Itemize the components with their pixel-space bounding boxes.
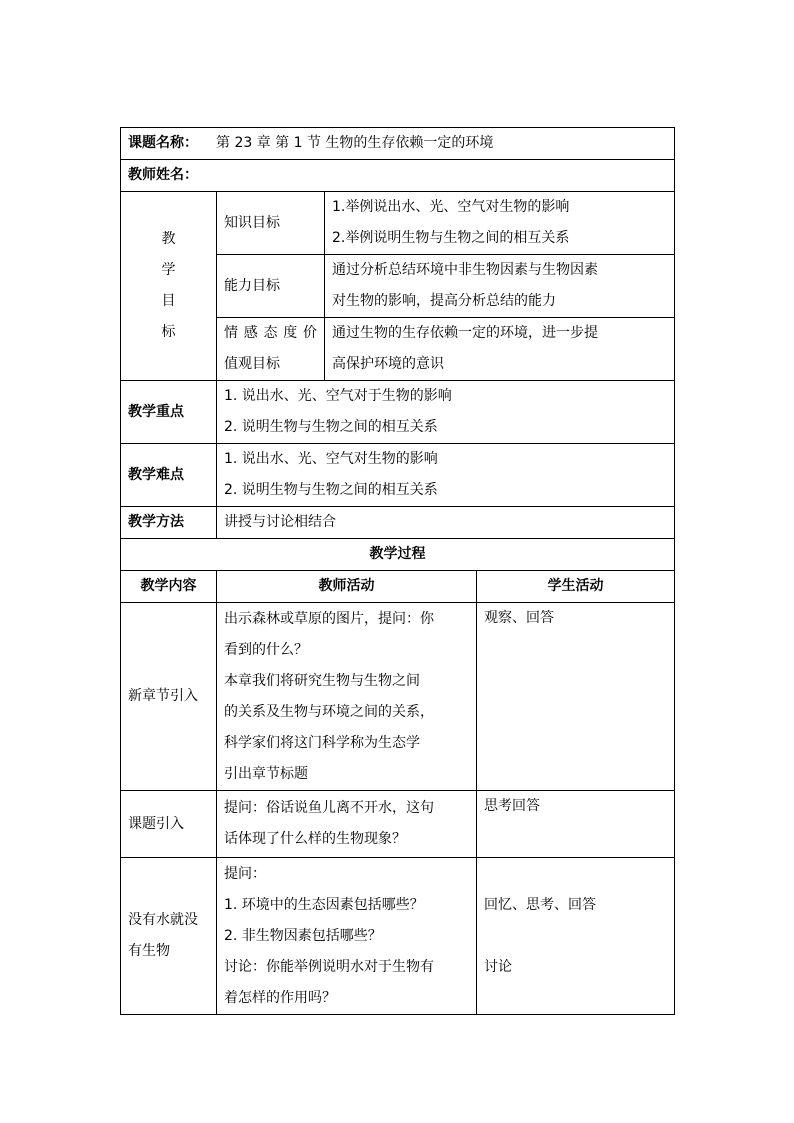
objectives-label-cell	[121, 192, 217, 381]
emotion-objective-cell	[325, 318, 675, 381]
difficulties-cell	[217, 444, 675, 507]
method-label: 教学方法	[121, 507, 217, 539]
objectives-label-char: 教	[161, 231, 176, 247]
knowledge-objective-line: 2.举例说明生物与生物之间的相互关系	[332, 230, 570, 246]
column-header-teacher: 教师活动	[217, 571, 477, 603]
teacher-activity-line: 讨论：你能举例说明水对于生物有	[224, 958, 434, 975]
ability-objective-label: 能力目标	[217, 255, 325, 318]
student-activity-cell	[477, 858, 675, 1015]
ability-objective-line: 对生物的影响，提高分析总结的能力	[332, 293, 556, 309]
method-row	[121, 507, 675, 539]
student-activity-cell	[477, 791, 675, 858]
teacher-activity-cell	[217, 791, 477, 858]
teacher-activity-line: 的关系及生物与环境之间的关系，	[224, 703, 434, 720]
emotion-objective-line: 通过生物的生存依赖一定的环境，进一步提	[332, 325, 598, 341]
process-header-row	[121, 571, 675, 603]
process-row	[121, 858, 675, 1015]
student-activity-line: 回忆、思考、回答	[484, 896, 596, 913]
teacher-activity-line: 着怎样的作用吗？	[224, 989, 336, 1006]
difficulties-label: 教学难点	[121, 444, 217, 507]
teacher-activity-line: 2. 非生物因素包括哪些？	[224, 927, 382, 944]
teacher-activity-cell	[217, 603, 477, 791]
teacher-activity-line: 提问：	[224, 865, 266, 882]
key-point-line: 2. 说明生物与生物之间的相互关系	[224, 419, 438, 435]
emotion-label-line: 值观目标	[224, 356, 280, 372]
emotion-objective-line: 高保护环境的意识	[332, 356, 444, 372]
student-activity-line	[484, 859, 667, 890]
content-cell: 新章节引入	[121, 603, 217, 791]
process-title-row	[121, 539, 675, 571]
teacher-activity-line: 科学家们将这门科学称为生态学	[224, 734, 420, 751]
key-points-row	[121, 381, 675, 444]
teacher-row	[121, 160, 675, 192]
difficulties-row	[121, 444, 675, 507]
teacher-activity-line: 提问：俗话说鱼儿离不开水，这句	[224, 800, 434, 816]
knowledge-objective-cell	[325, 192, 675, 255]
objective-knowledge-row	[121, 192, 675, 255]
knowledge-objective-label: 知识目标	[217, 192, 325, 255]
method-value: 讲授与讨论相结合	[217, 507, 675, 539]
student-activity-line: 思考回答	[484, 798, 540, 814]
key-point-line: 1. 说出水、光、空气对于生物的影响	[224, 388, 452, 404]
ability-objective-line: 通过分析总结环境中非生物因素与生物因素	[332, 262, 598, 278]
column-header-content: 教学内容	[121, 571, 217, 603]
key-points-label: 教学重点	[121, 381, 217, 444]
emotion-label-line: 情感态度价	[224, 325, 317, 341]
teacher-name-label: 教师姓名：	[121, 160, 675, 192]
lesson-plan-table	[120, 127, 675, 1015]
knowledge-objective-line: 1.举例说出水、光、空气对生物的影响	[332, 199, 570, 215]
teacher-activity-cell	[217, 858, 477, 1015]
difficulty-line: 2. 说明生物与生物之间的相互关系	[224, 482, 438, 498]
student-activity-line	[484, 921, 667, 952]
column-header-student: 学生活动	[477, 571, 675, 603]
course-title-label: 课题名称：	[128, 135, 198, 151]
objectives-label-char: 目	[161, 293, 176, 309]
ability-objective-cell	[325, 255, 675, 318]
student-activity-line: 讨论	[484, 958, 512, 975]
teacher-activity-line: 引出章节标题	[224, 765, 308, 782]
content-cell	[121, 858, 217, 1015]
emotion-objective-label	[217, 318, 325, 381]
student-activity-line: 观察、回答	[484, 610, 554, 626]
teacher-activity-line: 话体现了什么样的生物现象？	[224, 831, 406, 847]
teacher-activity-line: 本章我们将研究生物与生物之间	[224, 672, 420, 689]
process-row	[121, 603, 675, 791]
process-title: 教学过程	[121, 539, 675, 571]
objectives-label-char: 标	[161, 324, 176, 340]
key-points-cell	[217, 381, 675, 444]
difficulty-line: 1. 说出水、光、空气对生物的影响	[224, 451, 438, 467]
teacher-activity-line: 出示森林或草原的图片，提问：你	[224, 610, 434, 627]
content-line: 有生物	[128, 943, 170, 959]
content-cell: 课题引入	[121, 791, 217, 858]
process-row	[121, 791, 675, 858]
student-activity-cell	[477, 603, 675, 791]
content-line: 没有水就没	[128, 912, 198, 928]
course-title-cell	[121, 128, 675, 160]
course-title-value: 第 23 章 第 1 节 生物的生存依赖一定的环境	[216, 135, 494, 151]
teacher-activity-line: 1. 环境中的生态因素包括哪些？	[224, 896, 424, 913]
course-title-row	[121, 128, 675, 160]
student-activity-line	[484, 983, 667, 1014]
teacher-activity-line: 看到的什么？	[224, 641, 308, 658]
objectives-label-char: 学	[161, 262, 176, 278]
